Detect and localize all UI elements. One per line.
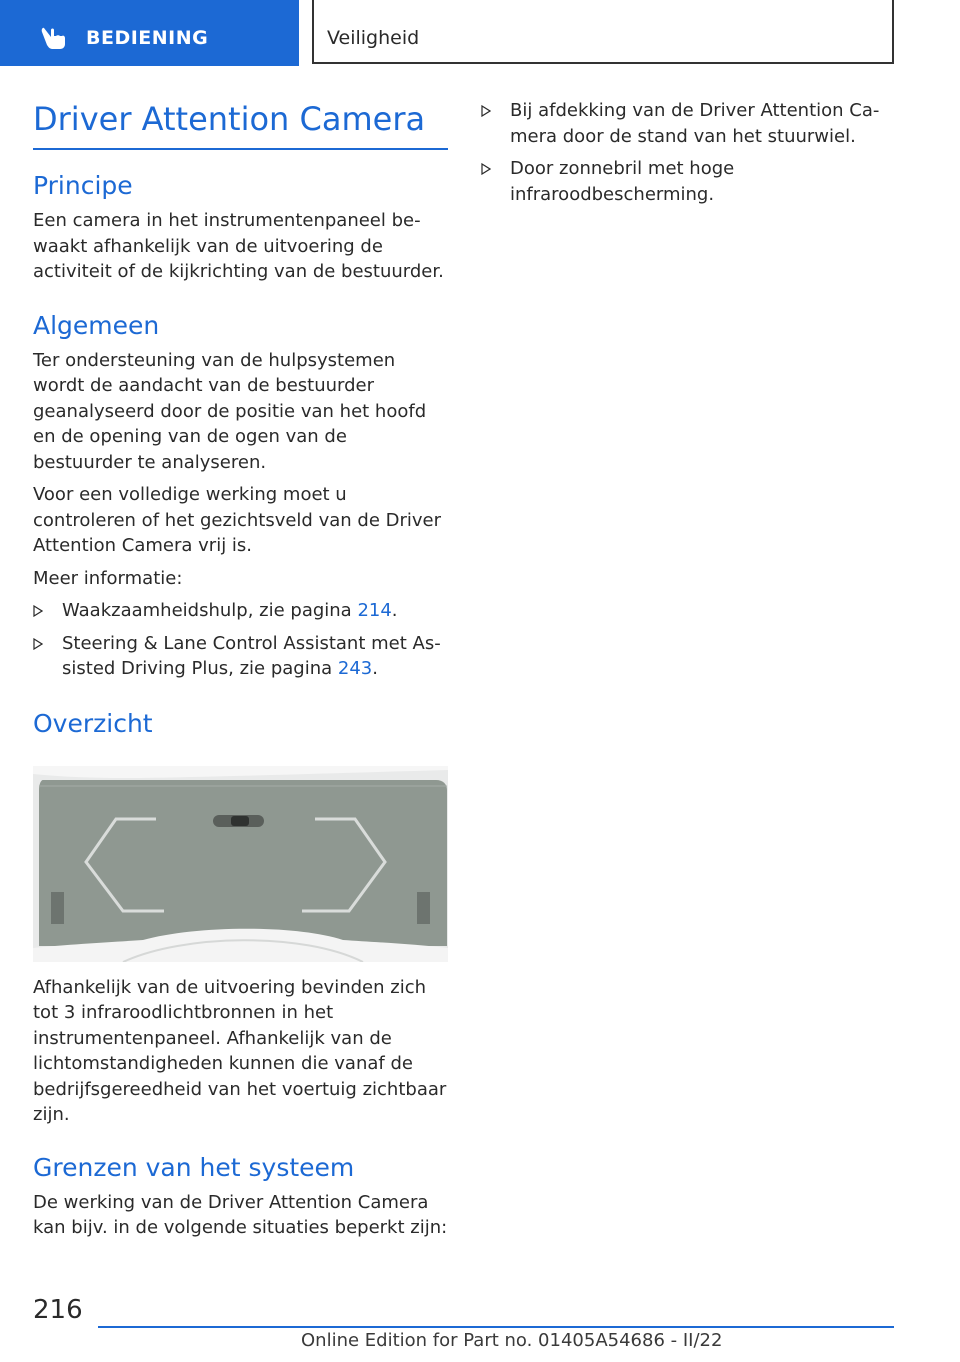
- principe-text: Een camera in het instrumentenpaneel bewaakt afhankelijk van de uitvoering de activiteit of de kijkrichting van de bestuurder.: [33, 210, 444, 282]
- left-column: [33, 98, 448, 1241]
- heading-principe: Principe: [33, 171, 133, 200]
- chapter-tab-label: BEDIENING: [86, 27, 209, 49]
- algemeen-text-3: Meer informatie:: [33, 567, 183, 589]
- bullet-text: Waakzaamheidshulp, zie pagina: [62, 600, 358, 621]
- page-link-214[interactable]: 214: [357, 600, 392, 621]
- page-link-243[interactable]: 243: [337, 658, 373, 679]
- section-label: Veiligheid: [327, 27, 420, 49]
- bullet-text: Steering & Lane Control Assistant met Assisted Driving Plus, zie pagina: [62, 632, 441, 679]
- algemeen-text-2: Voor een volledige werking moet u controleren of het gezichtsveld van de Driver Attention Camera vrij is.: [33, 484, 441, 556]
- list-item: [33, 631, 448, 682]
- triangle-bullet-icon: [33, 638, 43, 650]
- heading-grenzen: Grenzen van het systeem: [33, 1152, 355, 1182]
- triangle-bullet-icon: [481, 163, 491, 175]
- algemeen-text-1: Ter ondersteuning van de hulpsystemen wordt de aandacht van de bestuurder geanalyseerd door de positie van het hoofd en de opening van de ogen van de bestuurder te analyseren.: [33, 349, 427, 473]
- bullet-end: .: [391, 600, 398, 621]
- heading-overzicht: Overzicht: [33, 708, 153, 738]
- bullet-text: Bij afdekking van de Driver Attention Camera door de stand van het stuurwiel.: [510, 100, 880, 147]
- overzicht-text: Afhankelijk van de uitvoering bevinden zich tot 3 infraroodlichtbronnen in het instrumentenpaneel. Afhankelijk van de lichtomstandigheden kunnen die vanaf de bedrijfsgereedheid van het voertuig zichtbaar zijn.: [33, 976, 447, 1125]
- page-number: 216: [33, 1295, 83, 1325]
- grenzen-text: De werking van de Driver Attention Camera kan bijv. in de volgende situaties beperkt zijn:: [33, 1191, 448, 1238]
- pointing-hand-icon: [40, 24, 68, 50]
- section-header: [312, 0, 894, 64]
- page-title: Driver Attention Camera: [33, 100, 426, 138]
- edition-footer: Online Edition for Part no. 01405A54686 - II/22: [301, 1330, 723, 1351]
- bullet-text: Door zonnebril met hoge infraroodbescherming.: [510, 158, 735, 205]
- list-item: [33, 598, 448, 624]
- bullet-end: .: [372, 658, 378, 679]
- right-column: [481, 98, 896, 207]
- title-divider: [33, 148, 448, 150]
- triangle-bullet-icon: [481, 105, 491, 117]
- list-item: [481, 98, 896, 149]
- triangle-bullet-icon: [33, 605, 43, 617]
- chapter-tab[interactable]: [0, 0, 299, 66]
- instrument-panel-camera-image: [33, 766, 448, 962]
- heading-algemeen: Algemeen: [33, 310, 160, 340]
- list-item: [481, 156, 896, 207]
- footer-divider: [98, 1326, 894, 1328]
